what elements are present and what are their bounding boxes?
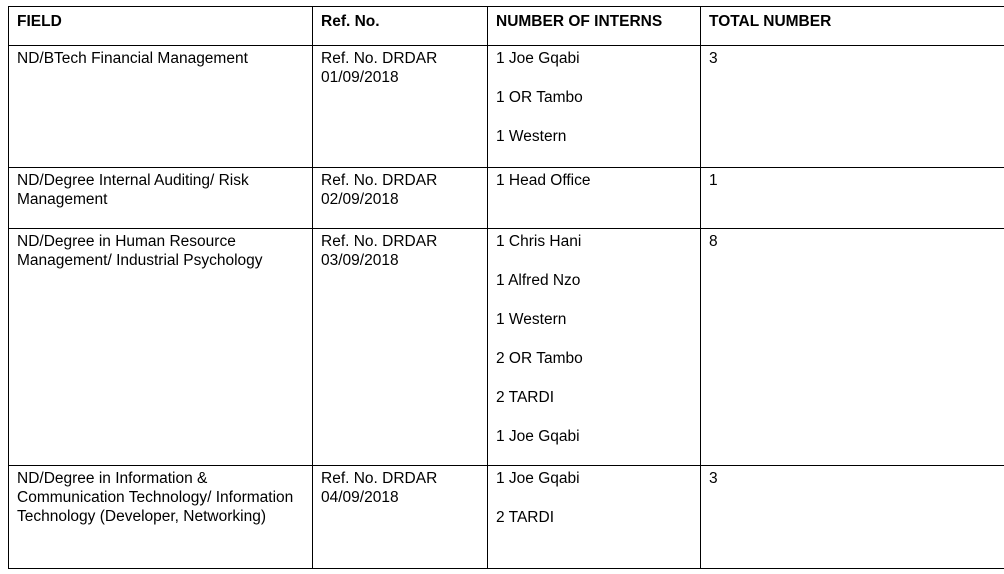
intern-entry: 2 TARDI bbox=[496, 509, 554, 526]
ref-date: 02/09/2018 bbox=[321, 191, 399, 208]
total-cell: 3 bbox=[701, 466, 1004, 569]
intern-entry: 1 Alfred Nzo bbox=[496, 272, 581, 289]
total-cell: 8 bbox=[701, 229, 1004, 466]
interns-cell bbox=[488, 168, 701, 229]
ref-cell bbox=[313, 229, 488, 466]
table-row bbox=[9, 46, 1004, 168]
interns-cell bbox=[488, 46, 701, 168]
table-header-row bbox=[9, 7, 1004, 46]
intern-entry: 1 Joe Gqabi bbox=[496, 50, 580, 67]
intern-entry: 1 Western bbox=[496, 128, 567, 145]
table-row bbox=[9, 229, 1004, 466]
intern-entry: 2 TARDI bbox=[496, 389, 554, 406]
header-total-number: TOTAL NUMBER bbox=[701, 7, 1004, 46]
ref-date: 04/09/2018 bbox=[321, 489, 399, 506]
table-row bbox=[9, 168, 1004, 229]
field-cell: ND/Degree in Information & Communication Technology/ Information Technology (Developer, Networking) bbox=[9, 466, 313, 569]
intern-entry: 1 Joe Gqabi bbox=[496, 470, 580, 487]
intern-entry: 1 Joe Gqabi bbox=[496, 428, 580, 445]
ref-cell bbox=[313, 466, 488, 569]
total-cell: 3 bbox=[701, 46, 1004, 168]
header-ref-no: Ref. No. bbox=[313, 7, 488, 46]
header-field: FIELD bbox=[9, 7, 313, 46]
intern-entry: 1 Chris Hani bbox=[496, 233, 582, 250]
intern-entry: 1 Western bbox=[496, 311, 567, 328]
ref-line: Ref. No. DRDAR bbox=[321, 50, 438, 67]
intern-entry: 1 OR Tambo bbox=[496, 89, 583, 106]
interns-cell bbox=[488, 229, 701, 466]
header-number-of-interns: NUMBER OF INTERNS bbox=[488, 7, 701, 46]
internships-table bbox=[8, 6, 1004, 569]
ref-date: 01/09/2018 bbox=[321, 69, 399, 86]
table-row bbox=[9, 466, 1004, 569]
field-cell: ND/Degree in Human Resource Management/ Industrial Psychology bbox=[9, 229, 313, 466]
ref-line: Ref. No. DRDAR bbox=[321, 233, 438, 250]
ref-cell bbox=[313, 46, 488, 168]
ref-date: 03/09/2018 bbox=[321, 252, 399, 269]
intern-entry: 1 Head Office bbox=[496, 172, 591, 189]
field-cell: ND/BTech Financial Management bbox=[9, 46, 313, 168]
ref-line: Ref. No. DRDAR bbox=[321, 470, 438, 487]
total-cell: 1 bbox=[701, 168, 1004, 229]
field-cell: ND/Degree Internal Auditing/ Risk Management bbox=[9, 168, 313, 229]
intern-entry: 2 OR Tambo bbox=[496, 350, 583, 367]
ref-cell bbox=[313, 168, 488, 229]
interns-cell bbox=[488, 466, 701, 569]
ref-line: Ref. No. DRDAR bbox=[321, 172, 438, 189]
